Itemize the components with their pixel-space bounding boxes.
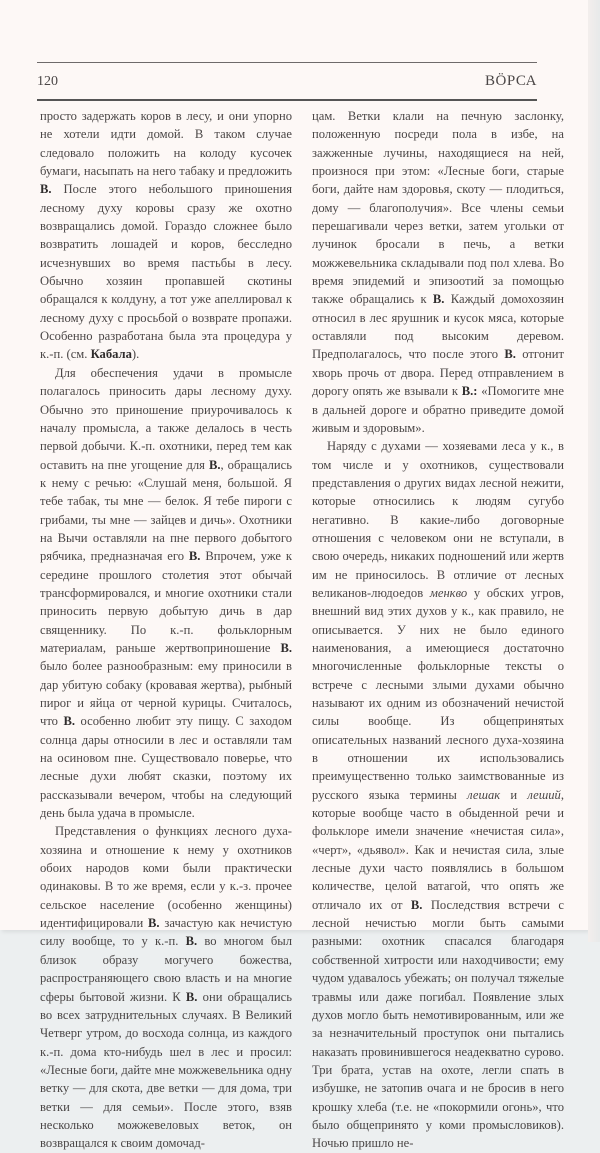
running-title: ВÖРСА: [485, 73, 537, 89]
page-edge-shadow: [588, 0, 600, 942]
text-run: Представления о функциях лесного духа-хозяина и отношение к нему у охотников обоих народов коми были практически одинаковы. В то же время, если у к.-з. прочее сельское население (особенно женщины) идентифицировали: [40, 824, 292, 931]
bold-term: Кабала: [90, 347, 132, 362]
left-text-column: [40, 107, 292, 1153]
text-run: они обращались во всех затруднительных случаях. В Великий Четверг утром, до восхода солнца, из каждого к.-п. дома кто-нибудь шел в лес и просил: «Лесные боги, дайте мне можжевельника одну ветку — для скота, две ветки — для дома, три ветки — для семьи». После этого, взяв несколько можжевеловых веток, он возвращался к своим домочад-: [40, 989, 292, 1151]
text-run: отгонит хворь прочь от двора. Перед отправлением в дорогу опять же взывали к: [312, 347, 564, 399]
text-run: , которые вообще часто в обыденной речи и фольклоре имели значение «нечистая сила», «черт», «дьявол». Как и нечистая сила, злые лесные духи часто появлялись в большом количестве, целой ватагой, что опять же отличало их от: [312, 787, 564, 912]
bold-term: В.: [63, 714, 76, 729]
paragraph: [40, 822, 292, 1152]
bold-term: В.: [148, 916, 160, 931]
bold-term: В.: [188, 549, 201, 564]
text-run: Каждый домохозяин относил в лес ярушник и кусок мяса, которые оставляли под высоким деревом. Предполагалось, что после этого: [312, 292, 564, 362]
bold-term: В.: [432, 292, 445, 307]
text-run: Наряду с духами — хозяевами леса у к., в том числе и у охотников, существовали представления о других видах лесной нежити, которые относились к людям сугубо негативно. В какие-либо договорные отношения с человеком они не вступали, в свою очередь, никаких подношений или жертв им не приносилось. В отличие от лесных великанов-людоедов: [312, 439, 564, 600]
text-run: было более разнообразным: ему приносили в дар убитую собаку (кровавая жертва), рыбный пирог и яйца от черной курицы. Считалось, что: [40, 659, 292, 729]
text-run: Для обеспечения удачи в промысле полагалось приносить дары лесному духу. Обычно это приношение приурочивалось к началу промысла, а также делалось в честь первой добычи. К.-п. охотники, перед тем как оставить на пне угощение для: [40, 365, 292, 472]
text-run: «Помогите мне в дальней дороге и обратно приведите домой живым и здоровым».: [312, 384, 564, 435]
text-run: цам. Ветки клали на печную заслонку, положенную посреди пола в избе, на зажженные лучины, находящиеся на ней, произнося при этом: «Лесные боги, старые боги, дайте нам здоровья, скоту — плодиться, дому — благополучия». Все члены семьи перешагивали через ветки, затем угольки от лучинок бросали в печь, а ветки можжевельника складывали под пол хлева. Во время эпидемий и эпизоотий за помощью также обращались к: [312, 109, 564, 307]
bold-term: В.:: [461, 384, 478, 399]
text-run: во многом был близок образу могучего божества, распространяющего свою власть и на многие сферы бытовой жизни. К: [40, 934, 293, 1004]
text-run: особенно любит эту пищу. С заходом солнца дары относили в лес и оставляли там на осиновом пне. Существовало поверье, что лесные духи любят сказки, поэтому их рассказывали вечером, чтобы на следующий день была удача в промысле.: [40, 714, 292, 821]
header-bottom-rule: [37, 99, 537, 101]
paragraph: [40, 107, 292, 364]
bold-term: В.: [280, 640, 292, 655]
bold-term: В.: [40, 182, 52, 197]
text-run: у обских угров, внешний вид этих духов у к., как правило, не описывается. У них не было единого наименования, а имеющиеся достаточно многочисленные фольклорные тексты о встрече с лесными злыми духами обычно называют их одним из обозначений нечистой силы вообще. Из общепринятых описательных названий лесного духа-хозяина в отношении их использовались преимущественно только заимствованные из русского языка термины: [312, 585, 564, 802]
text-run: ).: [131, 347, 140, 362]
text-run: После этого небольшого приношения лесному духу коровы сразу же охотно возвращались домой. Гораздо сложнее было возвратить лошадей и коров, бесследно исчезнувших во время пастьбы в лесу. Обычно хозяин пропавшей скотины обращался к колдуну, а тот уже апеллировал к лесному духу с просьбой о возврате пропажи. Особенно разработана была эта процедура у к.-п. (см.: [40, 182, 292, 362]
paragraph: [312, 107, 564, 437]
text-run: Последствия встречи с лесной нечистью могли быть самыми разными: охотник спасался благодаря собственной хитрости или находчивости; ему чудом удавалось убежать; он получал тяжелые травмы или даже погибал. Появление злых духов могло быть немотивированным, или же за незначительный проступок они пытались наказать провинившегося неадекватно сурово. Три брата, устав на охоте, легли спать в избушке, не затопив очага и не бросив в него крошку хлеба (т.е. не «покормили огонь», что было общепринято у коми промысловиков). Ночью пришло не-: [312, 897, 564, 1151]
paragraph: [312, 437, 564, 1152]
running-header: [37, 70, 537, 92]
text-run: и: [500, 787, 528, 802]
text-run: , обращались к нему с речью: «Слушай меня, большой. Я тебе табак, ты мне — белок. Я тебе пироги с грибами, ты мне — зайцев и дичь». Охотники на Вычи оставляли на пне первого добытого рябчика, предназначая его: [40, 457, 292, 564]
bold-term: В.: [185, 934, 198, 949]
text-run: просто задержать коров в лесу, и они упорно не хотели идти домой. В таком случае следовало положить на колоду кусочек бумаги, насыпать на него табаку и предложить: [40, 109, 292, 179]
right-text-column: [312, 107, 564, 1153]
bold-term: В.: [410, 897, 423, 912]
bold-term: В.: [504, 347, 516, 362]
bold-term: В.: [185, 989, 198, 1004]
text-run: зачастую как нечистую силу вообще, то у к.-п.: [40, 916, 292, 949]
header-top-rule: [37, 62, 537, 63]
text-run: Впрочем, уже к середине прошлого столетия этот обычай трансформировался, и многие охотники стали приносить первую добытую дичь в дар священнику. По к.-п. фольклорным материалам, раньше жертвоприношение: [40, 549, 292, 655]
italic-term: лешак: [467, 787, 501, 802]
page-number: 120: [37, 74, 58, 89]
paragraph: [40, 364, 292, 823]
italic-term: леший: [527, 787, 561, 802]
bold-term: В.: [208, 457, 221, 472]
italic-term: менкво: [429, 585, 468, 600]
